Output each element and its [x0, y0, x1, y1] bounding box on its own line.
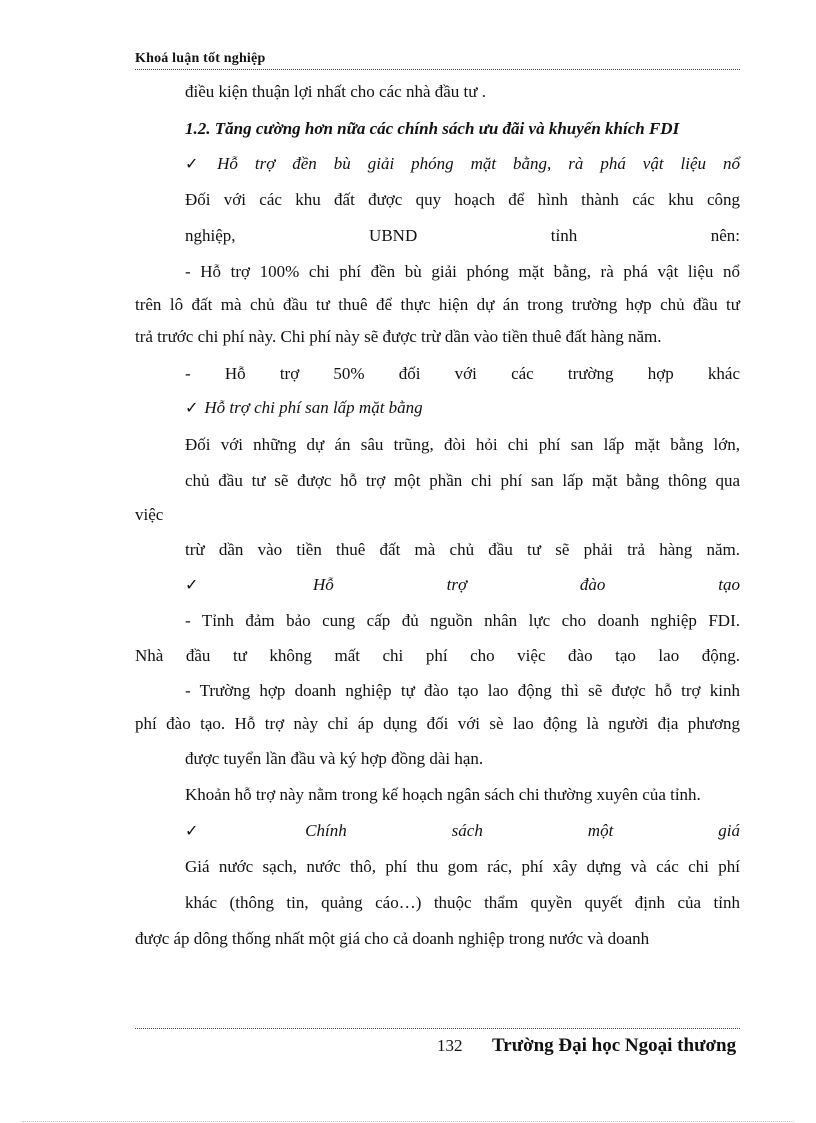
paragraph-line: trên lô đất mà chủ đầu tư thuê để thực hiện dự án trong trường hợp chủ đầu tư: [135, 295, 740, 314]
check-icon: ✓: [185, 575, 308, 594]
paragraph-line: - Tỉnh đảm bảo cung cấp đủ nguồn nhân lực cho doanh nghiệp FDI.: [185, 611, 740, 630]
page-edge-dots: [22, 1121, 794, 1122]
paragraph-line: trả trước chi phí này. Chi phí này sẽ được trừ dần vào tiền thuê đất hàng năm.: [135, 327, 662, 346]
check-icon: ✓: [185, 821, 300, 840]
paragraph-line: Khoản hỗ trợ này nằm trong kế hoạch ngân sách chi thường xuyên của tỉnh.: [185, 785, 701, 804]
paragraph-line: chủ đầu tư sẽ được hỗ trợ một phần chi phí san lấp mặt bằng thông qua: [185, 471, 740, 490]
paragraph-line: Nhà đầu tư không mất chi phí cho việc đào tạo lao động.: [135, 646, 740, 665]
paragraph-line: được áp dông thống nhất một giá cho cả doanh nghiệp trong nước và doanh: [135, 929, 650, 948]
bullet-heading: ✓ Hỗ trợ đền bù giải phóng mặt bằng, rà phá vật liệu nổ: [185, 154, 740, 173]
paragraph-line: - Hỗ trợ 50% đối với các trường hợp khác: [185, 364, 740, 383]
paragraph-line: trừ dần vào tiền thuê đất mà chủ đầu tư sẽ phải trả hàng năm.: [185, 540, 740, 559]
paragraph-line: - Trường hợp doanh nghiệp tự đào tạo lao động thì sẽ được hỗ trợ kinh: [185, 681, 740, 700]
section-heading: 1.2. Tăng cường hơn nữa các chính sách ưu đãi và khuyến khích FDI: [185, 119, 680, 138]
check-icon: ✓: [185, 398, 199, 417]
paragraph-line: khác (thông tin, quảng cáo…) thuộc thẩm quyền quyết định của tỉnh: [185, 893, 740, 912]
bullet-heading: ✓ Hỗ trợ chi phí san lấp mặt bằng: [185, 398, 423, 417]
paragraph-line: Đối với những dự án sâu trũng, đòi hỏi chi phí san lấp mặt bằng lớn,: [185, 435, 740, 454]
bullet-heading: ✓ Hỗ trợ đào tạo: [185, 575, 740, 594]
paragraph-line: Giá nước sạch, nước thô, phí thu gom rác, phí xây dựng và các chi phí: [185, 857, 740, 876]
paragraph-line: việc: [135, 505, 164, 524]
paragraph-line: điều kiện thuận lợi nhất cho các nhà đầu tư .: [185, 82, 486, 101]
paragraph-line: nghiệp, UBND tỉnh nên:: [185, 226, 740, 245]
paragraph-line: - Hỗ trợ 100% chi phí đền bù giải phóng mặt bằng, rà phá vật liệu nổ: [185, 262, 740, 281]
paragraph-line: được tuyển lần đầu và ký hợp đồng dài hạn.: [185, 749, 484, 768]
check-icon: ✓: [185, 154, 212, 173]
bullet-heading: ✓ Chính sách một giá: [185, 821, 741, 840]
page-number: 132: [437, 1036, 463, 1055]
paragraph-line: phí đào tạo. Hỗ trợ này chỉ áp dụng đối với sè lao động là người địa phương: [135, 714, 740, 733]
header-title: Khoá luận tốt nghiệp: [135, 51, 266, 66]
header-rule: [135, 69, 740, 70]
paragraph-line: Đối với các khu đất được quy hoạch để hình thành các khu công: [185, 190, 740, 209]
footer-school: Trường Đại học Ngoại thương: [492, 1035, 737, 1056]
footer-rule: [135, 1028, 740, 1029]
